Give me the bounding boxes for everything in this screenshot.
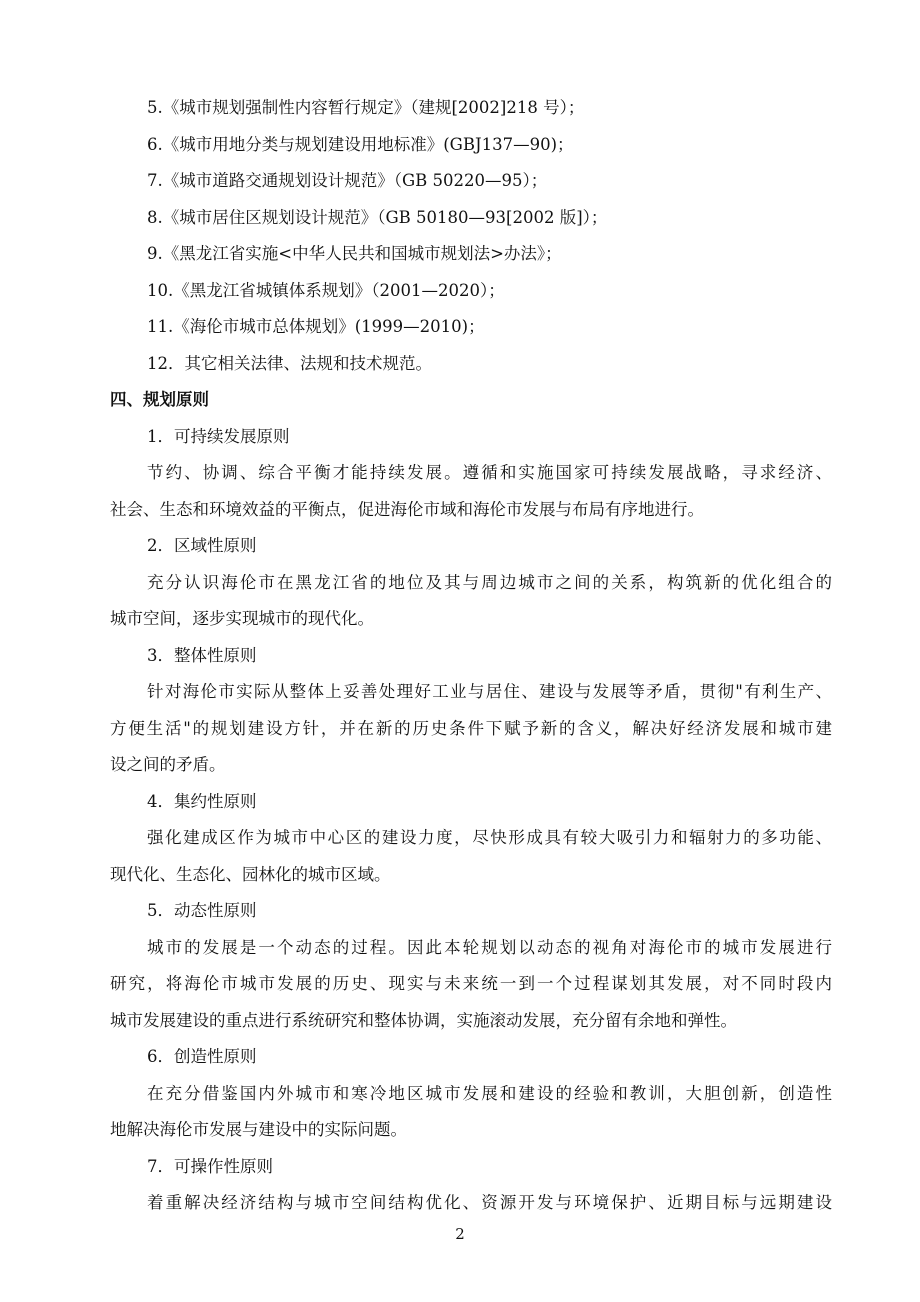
page-body	[110, 90, 832, 1222]
reference-item-11: 11.《海伦市城市总体规划》(1999—2010)；	[147, 317, 485, 336]
paragraph-line: 针对海伦市实际从整体上妥善处理好工业与居住、建设与发展等矛盾，贯彻"有利生产、	[147, 682, 832, 701]
paragraph-line: 方便生活"的规划建设方针，并在新的历史条件下赋予新的含义，解决好经济发展和城市建	[110, 718, 832, 738]
paragraph-line: 城市发展建设的重点进行系统研究和整体协调，实施滚动发展，充分留有余地和弹性。	[110, 1010, 737, 1030]
paragraph-line: 节约、协调、综合平衡才能持续发展。遵循和实施国家可持续发展战略，寻求经济、	[147, 463, 832, 482]
reference-item-6: 6.《城市用地分类与规划建设用地标准》(GBJ137—90)；	[147, 134, 574, 154]
principle-heading-7: 7．可操作性原则	[147, 1156, 273, 1176]
reference-item-9: 9.《黑龙江省实施<中华人民共和国城市规划法>办法》；	[147, 244, 562, 263]
principle-heading-3: 3．整体性原则	[147, 645, 257, 665]
paragraph-line: 社会、生态和环境效益的平衡点，促进海伦市域和海伦市发展与布局有序地进行。	[110, 499, 704, 519]
page-number: 2	[455, 1225, 465, 1243]
paragraph-line: 现代化、生态化、园林化的城市区域。	[110, 864, 391, 884]
section-heading: 四、规划原则	[110, 390, 209, 409]
reference-item-12: 12．其它相关法律、法规和技术规范。	[147, 353, 432, 373]
reference-item-5: 5.《城市规划强制性内容暂行规定》（建规[2002]218 号）；	[147, 98, 585, 117]
principle-heading-2: 2．区域性原则	[147, 536, 257, 555]
reference-item-7: 7.《城市道路交通规划设计规范》（GB 50220—95）；	[147, 171, 548, 190]
principle-heading-5: 5．动态性原则	[147, 901, 257, 920]
paragraph-line: 城市的发展是一个动态的过程。因此本轮规划以动态的视角对海伦市的城市发展进行	[147, 937, 832, 957]
paragraph-line: 强化建成区作为城市中心区的建设力度，尽快形成具有较大吸引力和辐射力的多功能、	[147, 828, 832, 847]
principle-heading-1: 1．可持续发展原则	[147, 426, 290, 446]
principle-heading-6: 6．创造性原则	[147, 1047, 257, 1066]
principle-heading-4: 4．集约性原则	[147, 791, 257, 811]
paragraph-line: 研究，将海伦市城市发展的历史、现实与未来统一到一个过程谋划其发展，对不同时段内	[110, 974, 832, 993]
paragraph-line: 地解决海伦市发展与建设中的实际问题。	[110, 1120, 407, 1139]
reference-item-8: 8.《城市居住区规划设计规范》（GB 50180—93[2002 版]）；	[147, 207, 608, 227]
paragraph-line: 在充分借鉴国内外城市和寒冷地区城市发展和建设的经验和教训，大胆创新，创造性	[147, 1083, 832, 1103]
reference-item-10: 10.《黑龙江省城镇体系规划》（2001—2020）；	[147, 280, 505, 300]
paragraph-line: 设之间的矛盾。	[110, 755, 226, 774]
paragraph-line: 城市空间，逐步实现城市的现代化。	[110, 609, 374, 628]
paragraph-line: 充分认识海伦市在黑龙江省的地位及其与周边城市之间的关系，构筑新的优化组合的	[147, 572, 832, 592]
paragraph-line: 着重解决经济结构与城市空间结构优化、资源开发与环境保护、近期目标与远期建设	[147, 1193, 832, 1212]
